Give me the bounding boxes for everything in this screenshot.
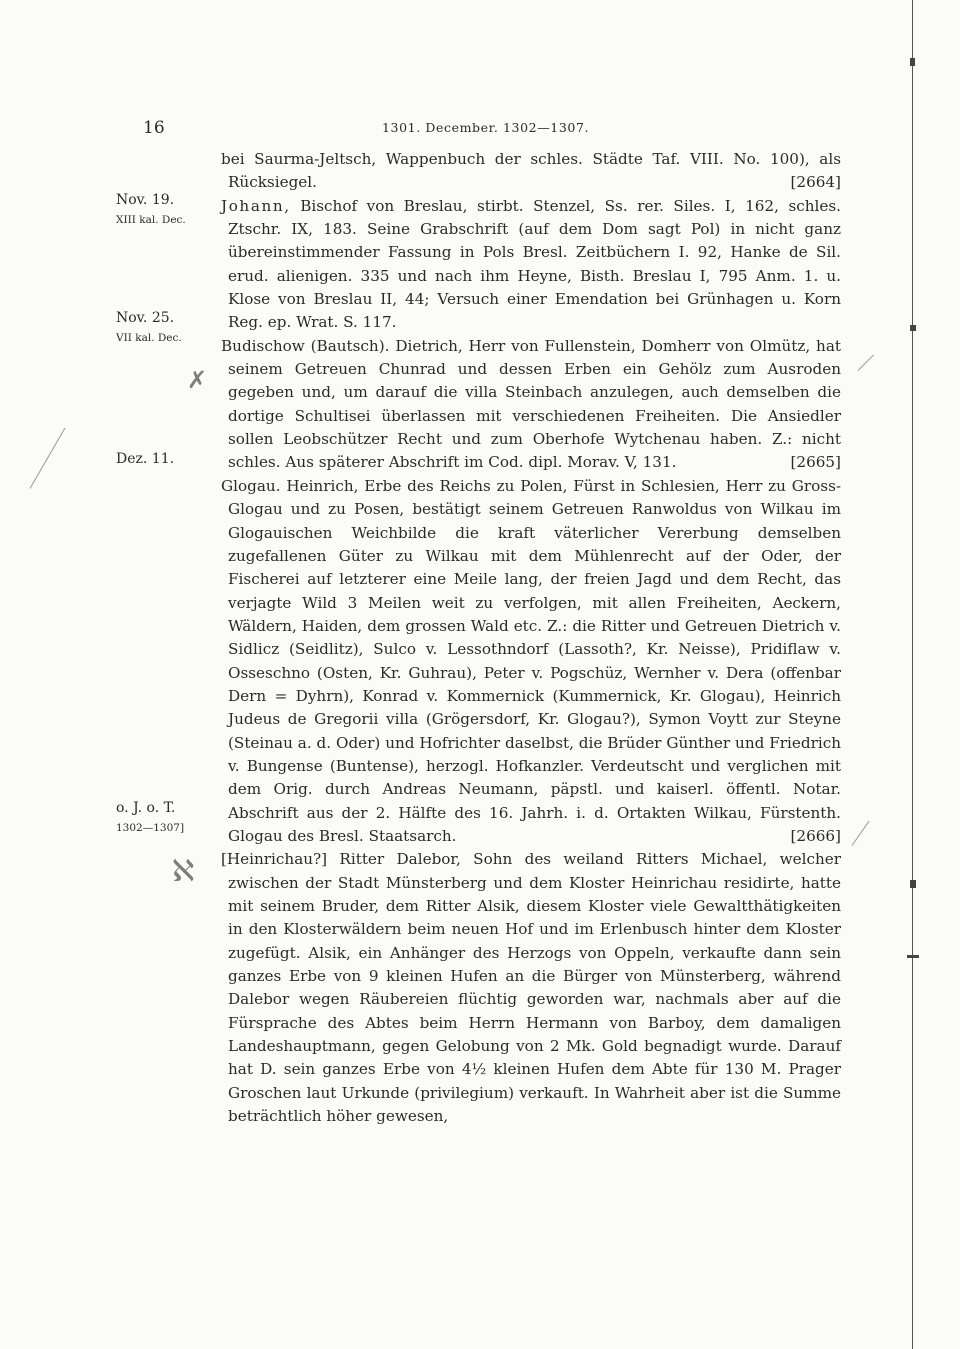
- binding-rule: [912, 0, 913, 1349]
- margin-kalend: VII kal. Dec.: [116, 332, 182, 344]
- binding-tick: [910, 58, 915, 66]
- margin-date: Dez. 11.: [116, 451, 175, 467]
- entry-number: [2666]: [790, 826, 841, 845]
- entry-text: [Heinrichau?] Ritter Dalebor, Sohn des weiland Ritters Michael, welcher zwischen der Stadt Münsterberg und dem Kloster Heinrichau residirte, hatte mit seinem Bruder, dem Ritter Alsik, diesem Kloster viele Gewaltthätigkeiten in den Klosterwäldern beim neuen Hof und im Erlenbusch hinter dem Kloster zugefügt. Alsik, ein Anhänger des Herzogs von Oppeln, verkaufte dann sein ganzes Erbe von 9 kleinen Hufen an die Bürger von Münsterberg, während Dalebor wegen Räubereien flüchtig geworden war, nachmals aber auf die Fürsprache des Abtes beim Herrn Hermann von Barboy, dem damaligen Landeshauptmann, gegen Gelobung von 2 Mk. Gold begnadigt wurde. Darauf hat D. sein ganzes Erbe von 4½ kleinen Hufen dem Abte für 130 M. Prager Groschen laut Urkunde (privilegium) verkauft. In Wahrheit aber ist die Summe beträchtlich höher gewesen,: [221, 850, 841, 1126]
- entry-number: [2665]: [790, 453, 841, 472]
- pencil-stroke: [852, 821, 870, 846]
- binding-tick: [910, 325, 916, 331]
- entry-person: Johann,: [221, 196, 291, 215]
- margin-years-undated: [116, 822, 220, 835]
- margin-kalend: XIII kal. Dec.: [116, 214, 186, 226]
- entry-nov-19: [221, 195, 841, 335]
- margin-date: Nov. 19.: [116, 192, 175, 208]
- entry-heinrichau: [221, 848, 841, 1128]
- page-header: [0, 118, 960, 142]
- running-head: 1301. December. 1302—1307.: [382, 120, 590, 135]
- pencil-cross-mark-icon: ✗: [187, 366, 208, 394]
- entry-2666: [221, 475, 841, 849]
- pencil-n-mark-icon: ℵ: [172, 854, 195, 889]
- margin-date-dez-11: [116, 452, 220, 467]
- binding-tick: [910, 880, 916, 888]
- entry-text: Bischof von Breslau, stirbt. Stenzel, Ss. rer. Siles. I, 162, schles. Ztschr. IX, 183. Seine Grabschrift (auf dem Dom sagt Pol) in nicht ganz übereinstimmender Fassung in Pols Bresl. Zeitbüchern I. 92, Hanke de Sil. erud. alienigen. 335 und nach ihm Heyne, Bisth. Breslau I, 795 Anm. 1. u. Klose von Breslau II, 44; Versuch einer Emendation bei Grünhagen u. Korn Reg. ep. Wrat. S. 117.: [228, 196, 841, 332]
- pencil-stroke: [858, 355, 874, 371]
- margin-kal-nov-19: [116, 214, 220, 227]
- margin-date: Nov. 25.: [116, 310, 175, 326]
- entry-2664-continuation: [221, 148, 841, 195]
- margin-date-nov-25: [116, 311, 220, 326]
- page-number: 16: [143, 118, 165, 138]
- margin-date-nov-19: [116, 193, 220, 208]
- margin-date-undated: [116, 801, 220, 816]
- margin-years: 1302—1307]: [116, 822, 185, 834]
- entry-text: bei Saurma-Jeltsch, Wappenbuch der schles. Städte Taf. VIII. No. 100), als Rücksiegel.: [221, 150, 841, 192]
- margin-date: o. J. o. T.: [116, 800, 176, 816]
- main-text: [221, 148, 841, 1128]
- binding-edge: [904, 0, 922, 1349]
- margin-kal-nov-25: [116, 332, 220, 345]
- entry-text: Glogau. Heinrich, Erbe des Reichs zu Polen, Fürst in Schlesien, Herr zu Gross-Glogau und zu Posen, bestätigt seinem Getreuen Ranwoldus von Wilkau im Glogauischen Weichbilde die kraft väterlicher Vererbung demselben zugefallenen Güter zu Wilkau mit dem Mühlenrecht auf der Oder, der Fischerei auf letzterer eine Meile lang, der freien Jagd und dem Recht, das verjagte Wild 3 Meilen weit zu verfolgen, mit allen Freiheiten, Aeckern, Wäldern, Haiden, dem grossen Wald etc. Z.: die Ritter und Getreuen Dietrich v. Sidlicz (Seidlitz), Sulco v. Lessothndorf (Lassoth?, Kr. Neisse), Pridiflaw v. Osseschno (Osten, Kr. Guhrau), Peter v. Pogschüz, Wernher v. Dera (offenbar Dern = Dyhrn), Konrad v. Kommernick (Kummernick, Kr. Glogau), Heinrich Judeus de Gregorii villa (Grögersdorf, Kr. Glogau?), Symon Voytt zur Steyne (Steinau a. d. Oder) und Hofrichter daselbst, die Brüder Günther und Friedrich v. Bungense (Buntense), herzogl. Hofkanzler. Verdeutscht und verglichen mit dem Orig. durch Andreas Neumann, päpstl. und kaiserl. öffentl. Notar. Abschrift aus der 2. Hälfte des 16. Jahrh. i. d. Ortakten Wilkau, Fürstenth. Glogau des Bresl. Staatsarch.: [221, 476, 841, 845]
- entry-number: [2664]: [790, 173, 841, 192]
- binding-tick: [907, 955, 919, 958]
- entry-text: Budischow (Bautsch). Dietrich, Herr von Fullenstein, Domherr von Olmütz, hat seinem Getreuen Chunrad und dessen Erben ein Gehölz zum Ausroden gegeben und, um darauf die villa Steinbach anzulegen, auch demselben die dortige Schultisei überlassen mit verschiedenen Freiheiten. Die Ansiedler sollen Leobschützer Recht und zum Oberhofe Wytchenau haben. Z.: nicht schles. Aus späterer Abschrift im Cod. dipl. Morav. V, 131.: [221, 336, 841, 472]
- pencil-stroke: [30, 428, 66, 489]
- entry-2665: [221, 335, 841, 475]
